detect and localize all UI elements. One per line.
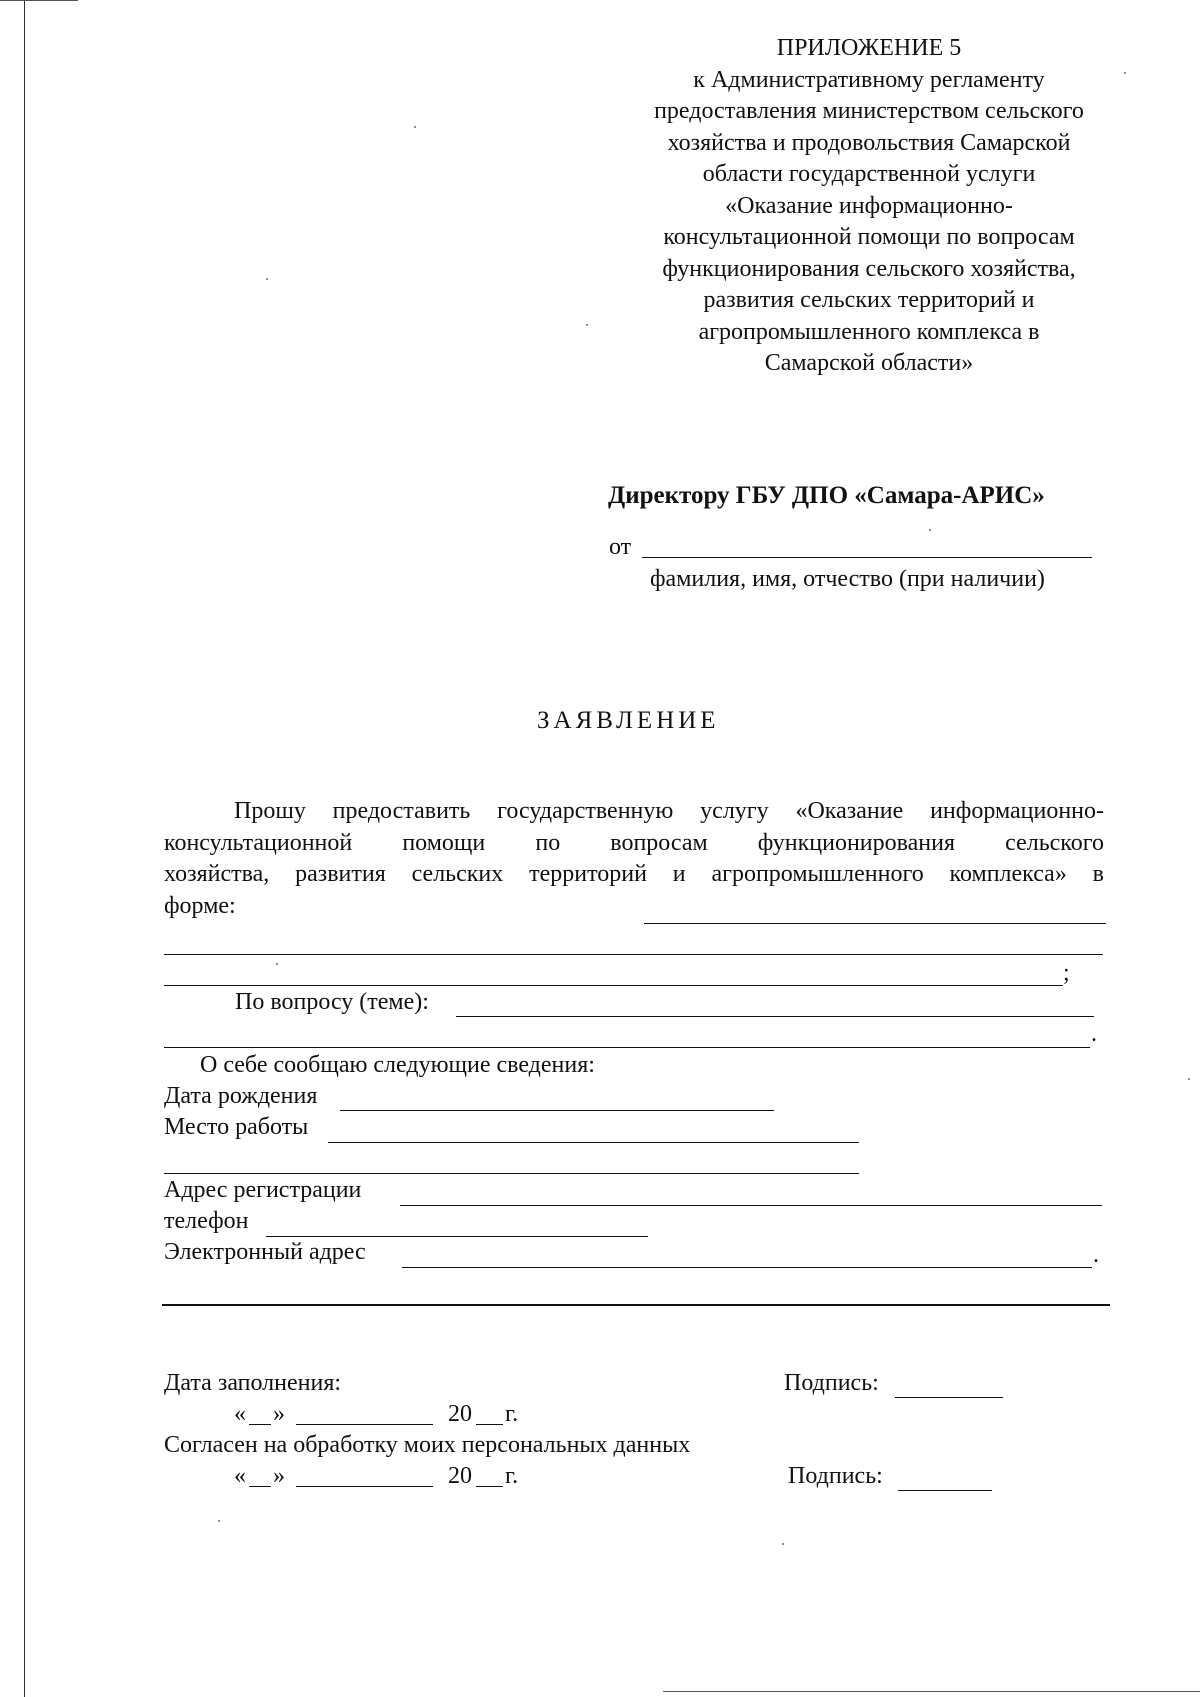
appendix-line: агропромышленного комплекса в <box>698 318 1040 345</box>
consent-year-prefix: 20 <box>448 1463 472 1489</box>
appendix-line: предоставления министерством сельского <box>654 98 1084 124</box>
appendix-line: функционирования сельского хозяйства, <box>662 255 1076 282</box>
year-prefix: 20 <box>448 1401 472 1427</box>
scan-speck <box>1188 1078 1190 1080</box>
semicolon: ; <box>1063 960 1070 986</box>
consent-day-field[interactable] <box>249 1486 271 1487</box>
appendix-header <box>600 33 1138 380</box>
section-divider <box>162 1304 1110 1306</box>
registration-address-field[interactable] <box>400 1205 1102 1206</box>
service-form-field-line-2[interactable] <box>164 954 1103 955</box>
scan-left-border <box>24 0 25 1697</box>
phone-label: телефон <box>164 1208 249 1234</box>
birth-date-field[interactable] <box>340 1110 774 1111</box>
request-line: консультационной помощи по вопросам функционирования сельского <box>164 829 1104 856</box>
request-line: форме: <box>164 892 236 919</box>
workplace-field-line-2[interactable] <box>164 1173 859 1174</box>
signature-label: Подпись: <box>784 1370 879 1396</box>
appendix-line: к Административному регламенту <box>693 66 1045 93</box>
email-period: . <box>1093 1242 1099 1268</box>
appendix-line: «Оказание информационно- <box>725 192 1013 219</box>
appendix-line: хозяйства и продовольствия Самарской <box>667 129 1071 156</box>
signature-field[interactable] <box>895 1397 1003 1398</box>
day-field[interactable] <box>249 1424 271 1425</box>
addressee-title: Директору ГБУ ДПО «Самара-АРИС» <box>608 482 1045 509</box>
consent-date-close-quote: » <box>273 1463 285 1489</box>
request-line: Прошу предоставить государственную услугу «Оказание информационно- <box>234 798 1104 824</box>
workplace-field[interactable] <box>328 1142 859 1143</box>
topic-field[interactable] <box>456 1016 1094 1017</box>
appendix-line: ПРИЛОЖЕНИЕ 5 <box>776 35 962 61</box>
consent-year-suffix: г. <box>505 1463 519 1489</box>
appendix-line: консультационной помощи по вопросам <box>663 224 1075 250</box>
scan-top-mark <box>0 0 78 1</box>
consent-text: Согласен на обработку моих персональных данных <box>164 1432 691 1458</box>
scan-speck <box>218 1520 220 1522</box>
fill-date-label: Дата заполнения: <box>164 1370 342 1396</box>
service-form-field-line-3[interactable] <box>164 985 1063 986</box>
date-open-quote: « <box>234 1401 246 1427</box>
topic-period: . <box>1091 1021 1097 1047</box>
consent-date-open-quote: « <box>234 1463 246 1489</box>
appendix-line: области государственной услуги <box>702 161 1036 187</box>
email-label: Электронный адрес <box>164 1239 366 1265</box>
appendix-line: развития сельских территорий и <box>703 287 1035 313</box>
month-field[interactable] <box>296 1424 433 1425</box>
consent-signature-field[interactable] <box>898 1490 992 1491</box>
scan-speck <box>414 126 416 128</box>
from-name-field[interactable] <box>642 557 1092 558</box>
date-close-quote: » <box>273 1401 285 1427</box>
scan-speck <box>276 963 278 965</box>
scan-speck <box>929 529 931 531</box>
from-label: от <box>609 534 632 560</box>
topic-field-line-2[interactable] <box>164 1047 1090 1048</box>
request-line: хозяйства, развития сельских территорий и агропромышленного комплекса» в <box>164 861 1104 887</box>
scan-speck <box>266 278 268 280</box>
document-title: ЗАЯВЛЕНИЕ <box>537 707 720 734</box>
from-field-hint: фамилия, имя, отчество (при наличии) <box>650 566 1045 592</box>
scan-speck <box>586 324 588 326</box>
email-field[interactable] <box>402 1267 1092 1268</box>
birth-date-label: Дата рождения <box>164 1083 318 1109</box>
workplace-label: Место работы <box>164 1114 309 1140</box>
scan-speck <box>782 1543 784 1545</box>
service-form-field[interactable] <box>644 923 1106 924</box>
scan-bottom-mark <box>663 1691 1200 1692</box>
registration-address-label: Адрес регистрации <box>164 1177 362 1203</box>
consent-signature-label: Подпись: <box>788 1463 883 1489</box>
consent-year-field[interactable] <box>476 1486 503 1487</box>
year-field[interactable] <box>476 1424 503 1425</box>
about-label: О себе сообщаю следующие сведения: <box>200 1052 595 1078</box>
consent-month-field[interactable] <box>296 1486 433 1487</box>
request-paragraph <box>164 796 1104 922</box>
topic-label: По вопросу (теме): <box>235 989 429 1015</box>
appendix-line: Самарской области» <box>764 350 974 376</box>
year-suffix: г. <box>505 1401 519 1427</box>
